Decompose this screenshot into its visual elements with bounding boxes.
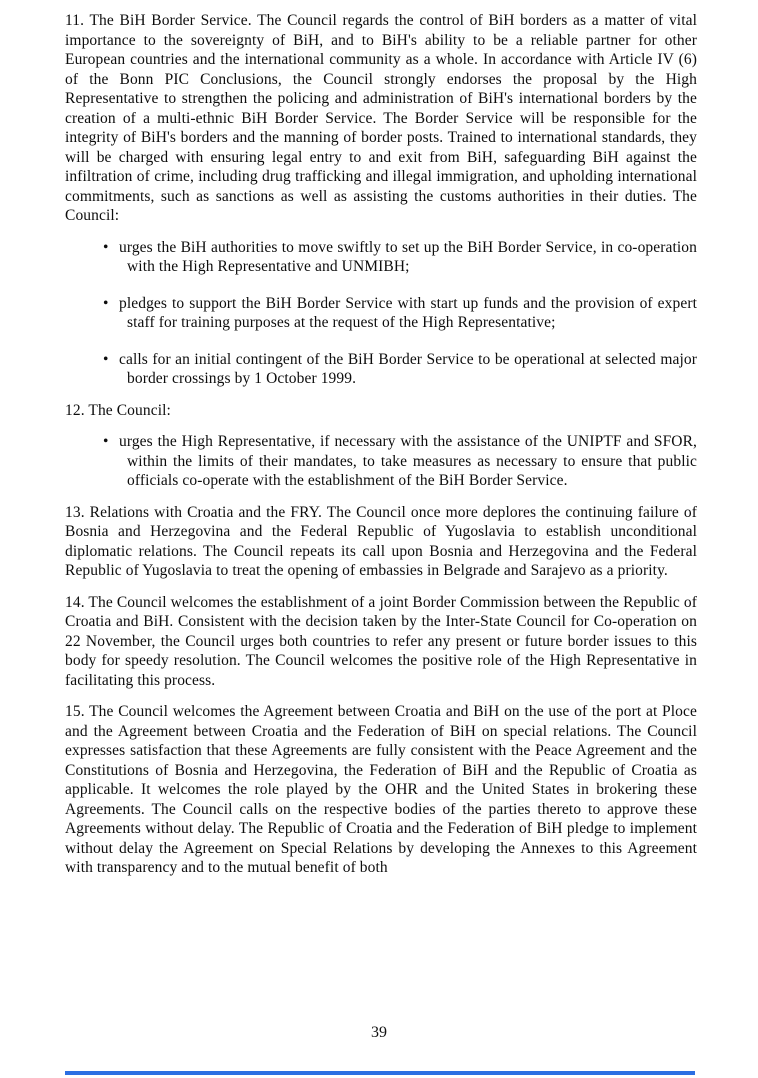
paragraph-11: 11. The BiH Border Service. The Council regards the control of BiH borders as a matter of vital importance to the sovereignty of BiH, and to BiH's ability to be a reliable partner for other European countries and the international community as a whole. In accordance with Article IV (6) of the Bonn PIC Conclusions, the Council strongly endorses the proposal by the High Representative to strengthen the policing and administration of BiH's international borders by the creation of a multi-ethnic BiH Border Service. The Border Service will be responsible for the integrity of BiH's borders and the manning of border posts. Trained to international standards, they will be charged with ensuring legal entry to and exit from BiH, safeguarding BiH against the infiltration of crime, including drug trafficking and illegal immigration, and upholding international commitments, such as sanctions as well as assisting the customs authorities in their duties. The Council:: [65, 12, 697, 224]
bullet-icon: •: [103, 433, 109, 450]
list-item-text: calls for an initial contingent of the BiH Border Service to be operational at selected major border crossings by 1 October 1999.: [119, 350, 697, 387]
paragraph-14: 14. The Council welcomes the establishment of a joint Border Commission between the Republic of Croatia and BiH. Consistent with the decision taken by the Inter-State Council for Co-operation on 22 November, the Council urges both countries to refer any present or future border issues to this body for speedy resolution. The Council welcomes the positive role of the High Representative in facilitating this process.: [65, 593, 697, 689]
paragraph-13: 13. Relations with Croatia and the FRY. The Council once more deplores the continuing failure of Bosnia and Herzegovina and the Federal Republic of Yugoslavia to establish unconditional diplomatic relations. The Council repeats its call upon Bosnia and Herzegovina and the Federal Republic of Yugoslavia to treat the opening of embassies in Belgrade and Sarajevo as a priority.: [65, 503, 697, 579]
list-item: [65, 238, 697, 277]
list-item-text: pledges to support the BiH Border Service with start up funds and the provision of expert staff for training purposes at the request of the High Representative;: [119, 294, 697, 331]
list-item: [65, 294, 697, 333]
page-number: 39: [371, 1024, 387, 1041]
document-text-column: [65, 11, 697, 890]
scan-edge-artifact: [65, 1071, 695, 1075]
list-item: [65, 432, 697, 491]
list-item: [65, 350, 697, 389]
paragraph-15: 15. The Council welcomes the Agreement between Croatia and BiH on the use of the port at Ploce and the Agreement between Croatia and the Federation of BiH on special relations. The Council expresses satisfaction that these Agreements are fully consistent with the Peace Agreement and the Constitutions of Bosnia and Herzegovina, the Federation of BiH and the Republic of Croatia as applicable. It welcomes the role played by the OHR and the United States in brokering these Agreements. The Council calls on the respective bodies of the parties thereto to approve these Agreements without delay. The Republic of Croatia and the Federation of BiH pledge to implement without delay the Agreement on Special Relations by developing the Annexes to this Agreement with transparency and to the mutual benefit of both: [65, 703, 697, 876]
bullet-list-11: [65, 238, 697, 389]
bullet-icon: •: [103, 350, 109, 368]
paragraph-12: 12. The Council:: [65, 401, 171, 419]
list-item-text: urges the High Representative, if necessary with the assistance of the UNIPTF and SFOR, within the limits of their mandates, to take measures as necessary to ensure that public officials co-operate with the establishment of the BiH Border Service.: [119, 433, 697, 489]
list-item-text: urges the BiH authorities to move swiftly to set up the BiH Border Service, in co-operation with the High Representative and UNMIBH;: [119, 238, 697, 275]
bullet-icon: •: [103, 294, 109, 312]
bullet-list-12: [65, 432, 697, 491]
bullet-icon: •: [103, 238, 109, 256]
